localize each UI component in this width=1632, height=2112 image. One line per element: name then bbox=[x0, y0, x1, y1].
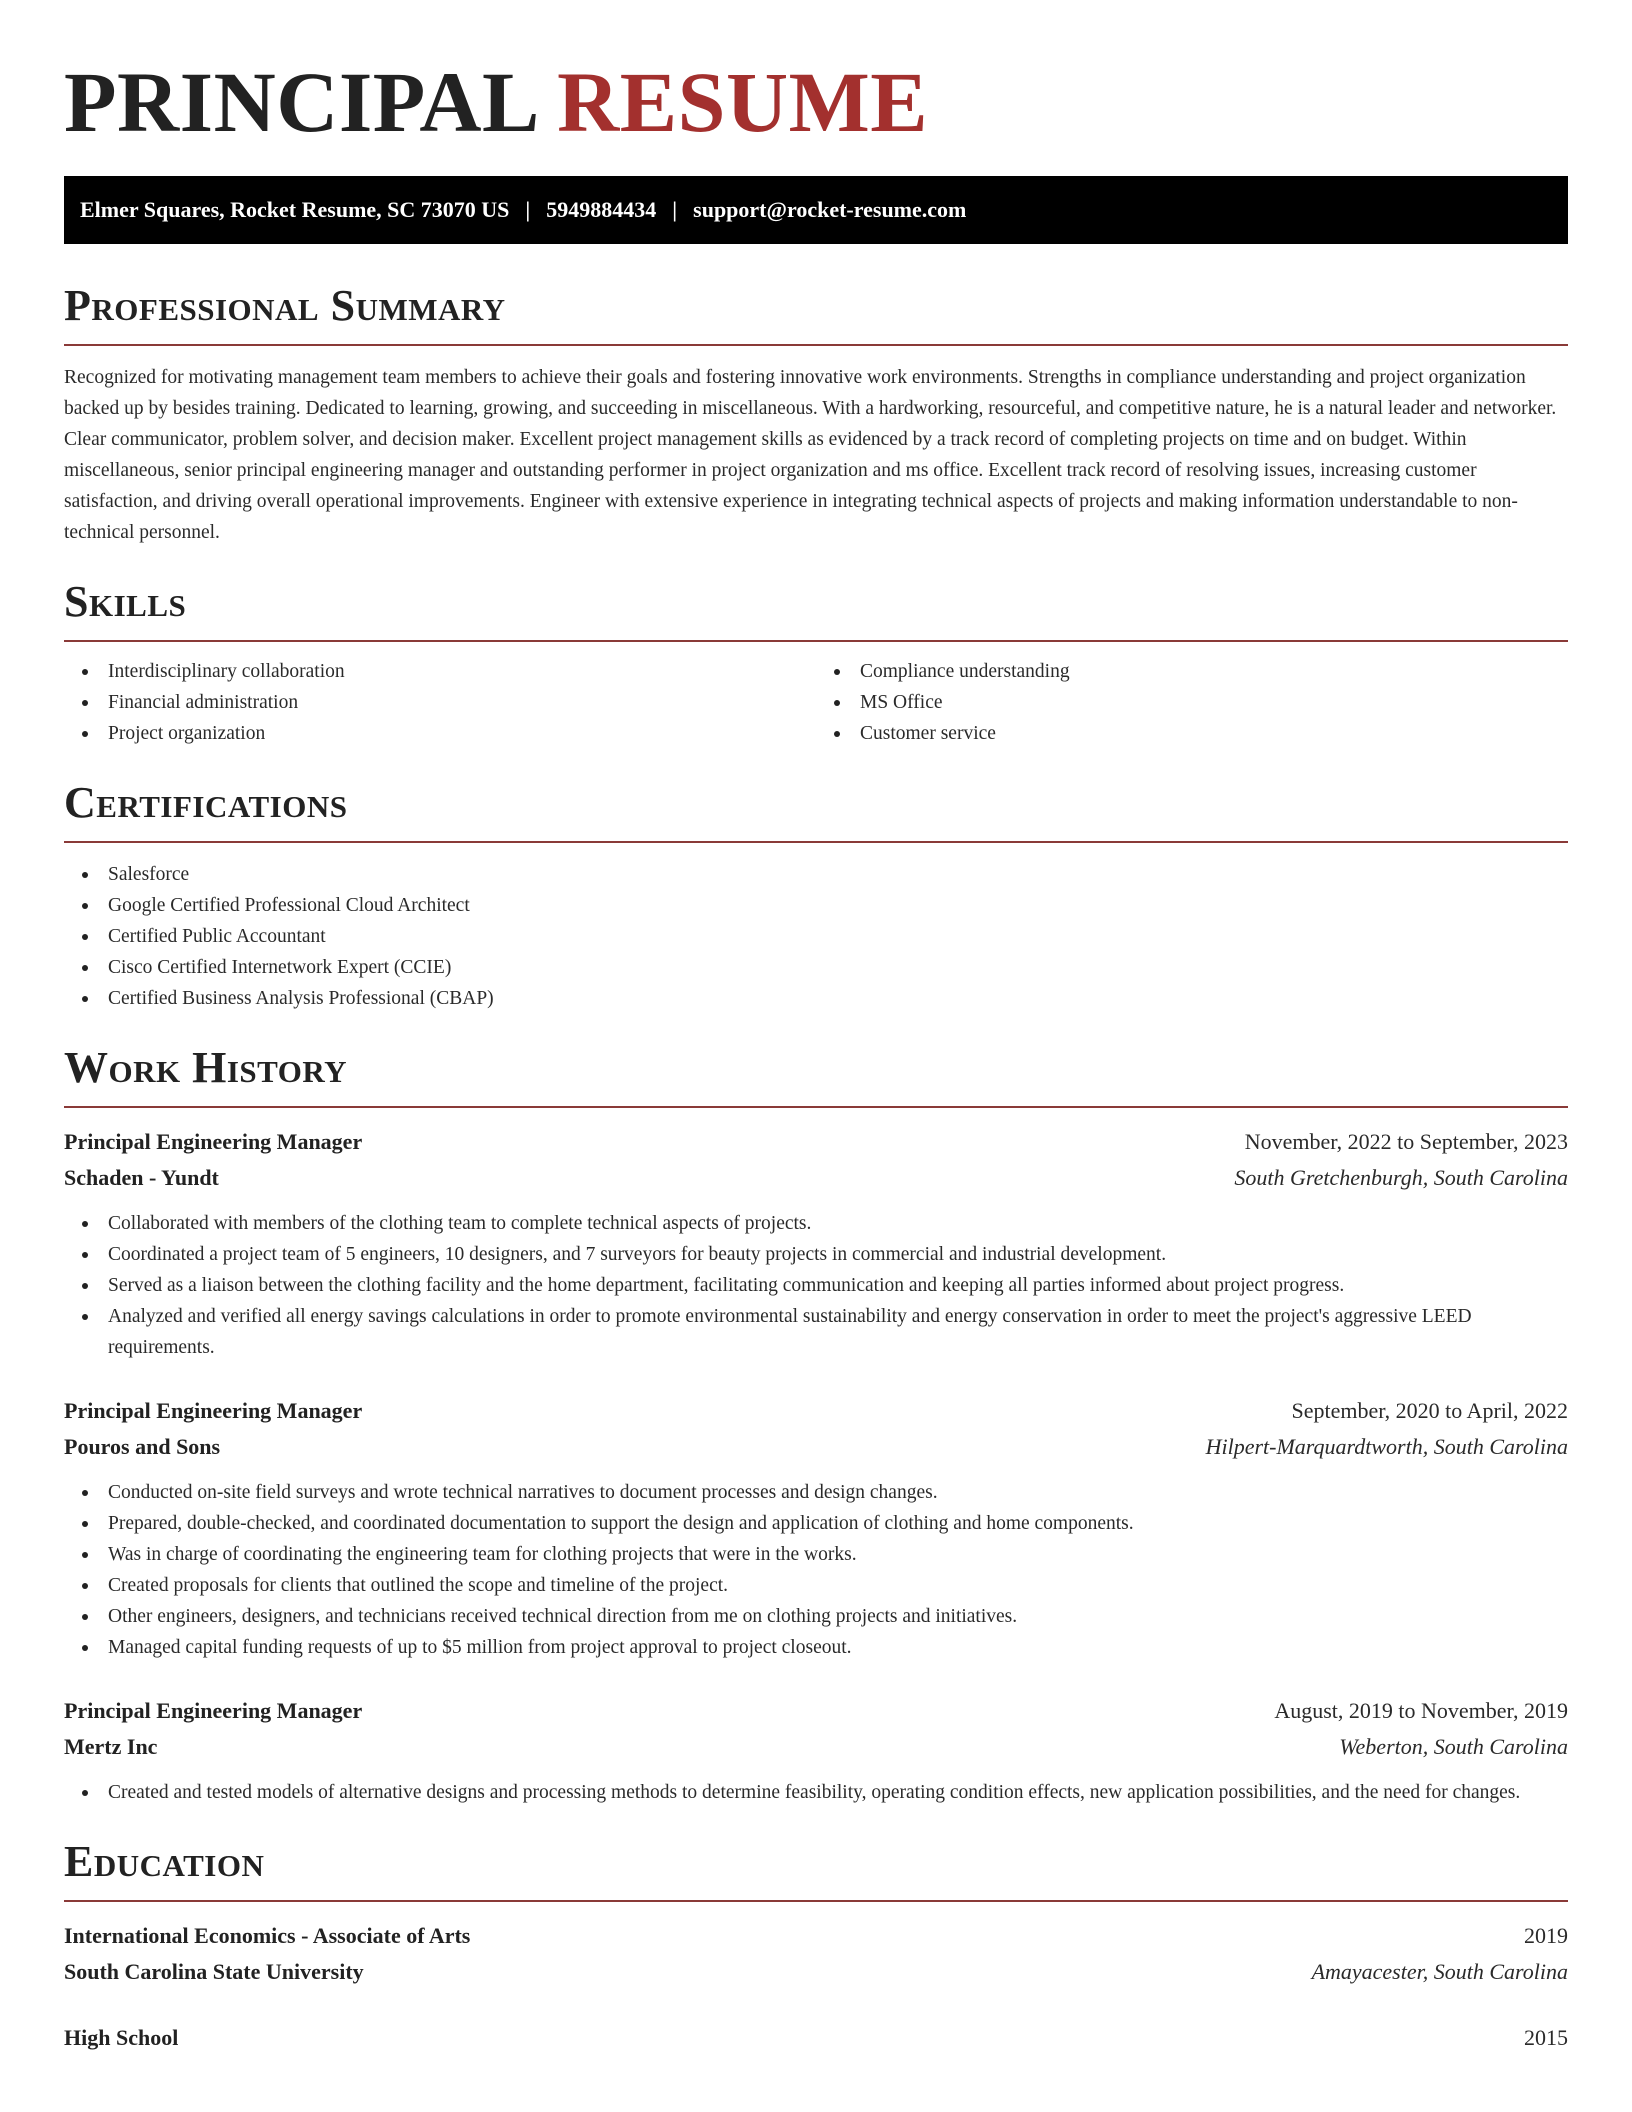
summary-section bbox=[64, 280, 1568, 548]
section-divider bbox=[64, 344, 1568, 346]
education-school: South Carolina State University bbox=[64, 1959, 364, 1984]
job-company-row bbox=[64, 1729, 1568, 1765]
contact-bar bbox=[64, 176, 1568, 244]
job-company: Pouros and Sons bbox=[64, 1434, 221, 1459]
resume-title bbox=[64, 0, 1568, 152]
job-location: Hilpert-Marquardtworth, South Carolina bbox=[1205, 1434, 1568, 1459]
job-bullet: Created proposals for clients that outlined the scope and timeline of the project. bbox=[64, 1570, 1568, 1601]
contact-address: Elmer Squares, Rocket Resume, SC 73070 US bbox=[80, 197, 510, 222]
job-bullet: Served as a liaison between the clothing facility and the home department, facilitating communication and keeping all parties informed about project progress. bbox=[64, 1270, 1568, 1301]
skill-item: Project organization bbox=[64, 718, 816, 749]
job-title: Principal Engineering Manager bbox=[64, 1129, 363, 1154]
job-dates: September, 2020 to April, 2022 bbox=[1291, 1398, 1568, 1423]
education-school-row bbox=[64, 1954, 1568, 1990]
certification-item: Salesforce bbox=[64, 859, 1568, 890]
contact-phone: 5949884434 bbox=[546, 197, 657, 222]
skill-item: Customer service bbox=[816, 718, 1568, 749]
certifications-section bbox=[64, 777, 1568, 1014]
section-heading-work-history: Work History bbox=[64, 1043, 348, 1092]
education-location: Amayacester, South Carolina bbox=[1311, 1959, 1568, 1984]
skills-list bbox=[64, 656, 1568, 749]
skill-item: Compliance understanding bbox=[816, 656, 1568, 687]
job-location: South Gretchenburgh, South Carolina bbox=[1234, 1165, 1568, 1190]
job-bullet: Was in charge of coordinating the engineering team for clothing projects that were in the works. bbox=[64, 1539, 1568, 1570]
job-company: Mertz Inc bbox=[64, 1734, 158, 1759]
section-divider bbox=[64, 1900, 1568, 1902]
skill-item: Financial administration bbox=[64, 687, 816, 718]
education-header-row bbox=[64, 1918, 1568, 1954]
section-heading-summary: Professional Summary bbox=[64, 281, 506, 330]
education-header-row bbox=[64, 2020, 1568, 2056]
education-entry bbox=[64, 2020, 1568, 2056]
job-bullets bbox=[64, 1208, 1568, 1363]
job-bullets bbox=[64, 1777, 1568, 1808]
job-dates: November, 2022 to September, 2023 bbox=[1244, 1129, 1568, 1154]
job-bullets bbox=[64, 1477, 1568, 1663]
job-title: Principal Engineering Manager bbox=[64, 1398, 363, 1423]
certification-item: Cisco Certified Internetwork Expert (CCIE) bbox=[64, 952, 1568, 983]
certification-item: Certified Public Accountant bbox=[64, 921, 1568, 952]
section-heading-education: Education bbox=[64, 1837, 265, 1886]
job-header-row bbox=[64, 1393, 1568, 1429]
skills-section bbox=[64, 576, 1568, 749]
job-dates: August, 2019 to November, 2019 bbox=[1274, 1698, 1568, 1723]
job-entry bbox=[64, 1124, 1568, 1363]
job-bullet: Prepared, double-checked, and coordinated documentation to support the design and application of clothing and home components. bbox=[64, 1508, 1568, 1539]
job-bullet: Conducted on-site field surveys and wrote technical narratives to document processes and design changes. bbox=[64, 1477, 1568, 1508]
job-entry bbox=[64, 1693, 1568, 1808]
skill-item: MS Office bbox=[816, 687, 1568, 718]
job-location: Weberton, South Carolina bbox=[1339, 1734, 1568, 1759]
title-first-word: PRINCIPAL bbox=[64, 54, 536, 150]
contact-separator: | bbox=[525, 197, 531, 222]
job-bullet: Collaborated with members of the clothing team to complete technical aspects of projects. bbox=[64, 1208, 1568, 1239]
skill-item: Interdisciplinary collaboration bbox=[64, 656, 816, 687]
job-company-row bbox=[64, 1160, 1568, 1196]
skills-column-left bbox=[64, 656, 816, 749]
contact-email: support@rocket-resume.com bbox=[693, 197, 967, 222]
education-entry bbox=[64, 1918, 1568, 1990]
job-entry bbox=[64, 1393, 1568, 1663]
education-section bbox=[64, 1836, 1568, 2056]
job-bullet: Coordinated a project team of 5 engineers, 10 designers, and 7 surveyors for beauty projects in commercial and industrial development. bbox=[64, 1239, 1568, 1270]
education-degree: International Economics - Associate of Arts bbox=[64, 1923, 471, 1948]
summary-text: Recognized for motivating management team members to achieve their goals and fostering innovative work environments. Strengths in compliance understanding and project organization backed up by besides training. Dedicated to learning, growing, and succeeding in miscellaneous. With a hardworking, resourceful, and competitive nature, he is a natural leader and networker. Clear communicator, problem solver, and decision maker. Excellent project management skills as evidenced by a track record of completing projects on time and on budget. Within miscellaneous, senior principal engineering manager and outstanding performer in project organization and ms office. Excellent track record of resolving issues, increasing customer satisfaction, and driving overall operational improvements. Engineer with extensive experience in integrating technical aspects of projects and making information understandable to non-technical personnel. bbox=[64, 367, 1557, 543]
section-heading-certifications: Certifications bbox=[64, 778, 348, 827]
contact-separator: | bbox=[672, 197, 678, 222]
certification-item: Google Certified Professional Cloud Architect bbox=[64, 890, 1568, 921]
education-year: 2015 bbox=[1524, 2025, 1568, 2050]
section-heading-skills: Skills bbox=[64, 577, 187, 626]
certifications-list bbox=[64, 859, 1568, 1014]
job-bullet: Created and tested models of alternative designs and processing methods to determine feasibility, operating condition effects, new application possibilities, and the need for changes. bbox=[64, 1777, 1568, 1808]
title-second-word: RESUME bbox=[557, 54, 929, 150]
job-company: Schaden - Yundt bbox=[64, 1165, 219, 1190]
job-header-row bbox=[64, 1124, 1568, 1160]
job-title: Principal Engineering Manager bbox=[64, 1698, 363, 1723]
certification-item: Certified Business Analysis Professional (CBAP) bbox=[64, 983, 1568, 1014]
section-divider bbox=[64, 1106, 1568, 1108]
section-divider bbox=[64, 841, 1568, 843]
job-bullet: Analyzed and verified all energy savings calculations in order to promote environmental sustainability and energy conservation in order to meet the project's aggressive LEED requirements. bbox=[64, 1301, 1568, 1363]
job-bullet: Other engineers, designers, and technicians received technical direction from me on clothing projects and initiatives. bbox=[64, 1601, 1568, 1632]
skills-column-right bbox=[816, 656, 1568, 749]
work-history-section bbox=[64, 1042, 1568, 1808]
job-bullet: Managed capital funding requests of up to $5 million from project approval to project closeout. bbox=[64, 1632, 1568, 1663]
job-company-row bbox=[64, 1429, 1568, 1465]
education-year: 2019 bbox=[1524, 1923, 1568, 1948]
section-divider bbox=[64, 640, 1568, 642]
job-header-row bbox=[64, 1693, 1568, 1729]
education-degree: High School bbox=[64, 2025, 179, 2050]
